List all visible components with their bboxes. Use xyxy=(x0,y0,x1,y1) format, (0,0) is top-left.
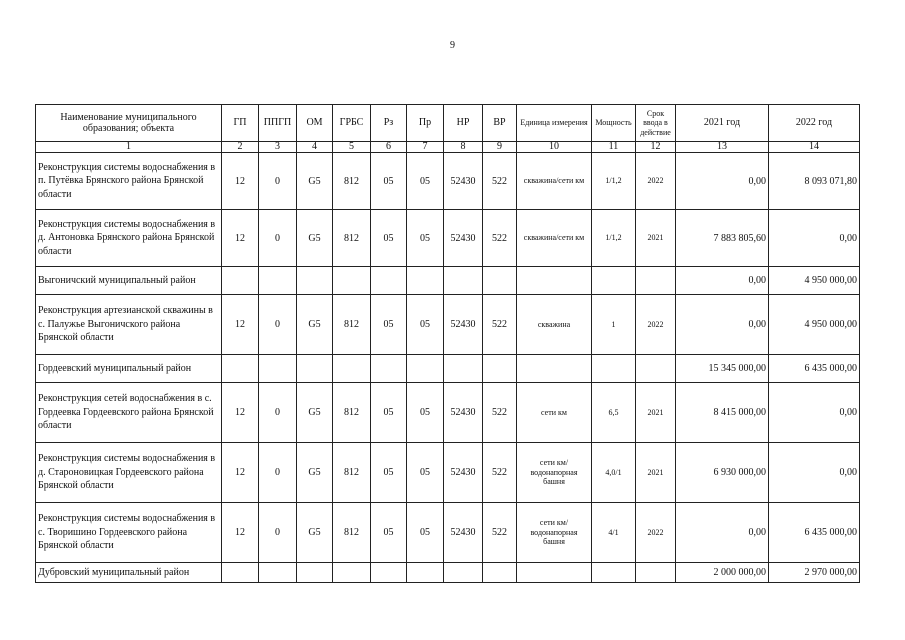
cell-rz: 05 xyxy=(371,443,407,503)
cell-year: 2022 xyxy=(636,153,676,210)
cell-2022: 0,00 xyxy=(769,383,860,443)
cell-vr: 522 xyxy=(483,210,517,267)
cell-power: 4/1 xyxy=(592,503,636,563)
cell-ppgp xyxy=(259,267,297,295)
cell-rz xyxy=(371,355,407,383)
cell-grbs: 812 xyxy=(333,153,371,210)
col-number: 3 xyxy=(259,142,297,153)
cell-nr xyxy=(444,267,483,295)
cell-grbs xyxy=(333,267,371,295)
col-number: 9 xyxy=(483,142,517,153)
col-number: 7 xyxy=(407,142,444,153)
cell-2021: 8 415 000,00 xyxy=(676,383,769,443)
cell-vr: 522 xyxy=(483,383,517,443)
cell-grbs: 812 xyxy=(333,295,371,355)
cell-vr: 522 xyxy=(483,153,517,210)
cell-ppgp xyxy=(259,563,297,583)
col-number: 13 xyxy=(676,142,769,153)
cell-ppgp: 0 xyxy=(259,210,297,267)
cell-unit: скважина/сети км xyxy=(517,210,592,267)
cell-unit: скважина xyxy=(517,295,592,355)
col-number: 11 xyxy=(592,142,636,153)
cell-gp xyxy=(222,355,259,383)
header-om: ОМ xyxy=(297,105,333,142)
cell-grbs: 812 xyxy=(333,383,371,443)
cell-vr xyxy=(483,355,517,383)
cell-rz: 05 xyxy=(371,153,407,210)
cell-year: 2021 xyxy=(636,443,676,503)
cell-gp: 12 xyxy=(222,383,259,443)
cell-grbs xyxy=(333,355,371,383)
cell-2021: 6 930 000,00 xyxy=(676,443,769,503)
cell-ppgp xyxy=(259,355,297,383)
table-row xyxy=(36,383,860,443)
cell-om: G5 xyxy=(297,295,333,355)
cell-gp xyxy=(222,563,259,583)
cell-year: 2021 xyxy=(636,210,676,267)
cell-rz xyxy=(371,267,407,295)
cell-vr: 522 xyxy=(483,503,517,563)
col-number: 8 xyxy=(444,142,483,153)
row-name: Реконструкция системы водоснабжения в с. Творишино Гордеевского района Брянской области xyxy=(36,503,222,563)
cell-2021: 0,00 xyxy=(676,153,769,210)
cell-om xyxy=(297,563,333,583)
cell-rz: 05 xyxy=(371,295,407,355)
cell-2021: 15 345 000,00 xyxy=(676,355,769,383)
header-term: Срок ввода в действие xyxy=(636,105,676,142)
cell-2021: 0,00 xyxy=(676,295,769,355)
column-number-row xyxy=(36,142,860,153)
header-gp: ГП xyxy=(222,105,259,142)
cell-gp: 12 xyxy=(222,153,259,210)
cell-year xyxy=(636,267,676,295)
cell-2022: 8 093 071,80 xyxy=(769,153,860,210)
col-number: 5 xyxy=(333,142,371,153)
cell-ppgp: 0 xyxy=(259,153,297,210)
cell-nr: 52430 xyxy=(444,503,483,563)
col-number: 12 xyxy=(636,142,676,153)
cell-year xyxy=(636,563,676,583)
cell-gp: 12 xyxy=(222,210,259,267)
cell-nr: 52430 xyxy=(444,443,483,503)
row-name: Реконструкция системы водоснабжения в д. Антоновка Брянского района Брянской области xyxy=(36,210,222,267)
cell-rz: 05 xyxy=(371,503,407,563)
cell-power: 1/1,2 xyxy=(592,153,636,210)
cell-om: G5 xyxy=(297,153,333,210)
cell-ppgp: 0 xyxy=(259,383,297,443)
cell-pr: 05 xyxy=(407,210,444,267)
cell-rz: 05 xyxy=(371,210,407,267)
header-2021: 2021 год xyxy=(676,105,769,142)
cell-grbs: 812 xyxy=(333,443,371,503)
cell-year: 2022 xyxy=(636,295,676,355)
cell-om: G5 xyxy=(297,503,333,563)
row-name: Реконструкция системы водоснабжения в п. Путёвка Брянского района Брянской области xyxy=(36,153,222,210)
row-name: Дубровский муниципальный район xyxy=(36,563,222,583)
cell-vr: 522 xyxy=(483,443,517,503)
page-number: 9 xyxy=(450,40,455,51)
cell-pr: 05 xyxy=(407,153,444,210)
cell-2022: 2 970 000,00 xyxy=(769,563,860,583)
header-2022: 2022 год xyxy=(769,105,860,142)
cell-vr: 522 xyxy=(483,295,517,355)
table-row xyxy=(36,355,860,383)
row-name: Выгоничский муниципальный район xyxy=(36,267,222,295)
header-grbs: ГРБС xyxy=(333,105,371,142)
budget-table xyxy=(35,104,860,583)
cell-power xyxy=(592,267,636,295)
row-name: Гордеевский муниципальный район xyxy=(36,355,222,383)
cell-unit: скважина/сети км xyxy=(517,153,592,210)
cell-power: 1/1,2 xyxy=(592,210,636,267)
col-number: 6 xyxy=(371,142,407,153)
cell-grbs: 812 xyxy=(333,210,371,267)
cell-2022: 4 950 000,00 xyxy=(769,295,860,355)
cell-unit: сети км/водонапорная башня xyxy=(517,443,592,503)
cell-om: G5 xyxy=(297,443,333,503)
cell-power xyxy=(592,563,636,583)
table-row xyxy=(36,295,860,355)
col-number: 10 xyxy=(517,142,592,153)
cell-unit: сети км xyxy=(517,383,592,443)
table-row xyxy=(36,563,860,583)
cell-2022: 6 435 000,00 xyxy=(769,355,860,383)
cell-pr: 05 xyxy=(407,443,444,503)
cell-om: G5 xyxy=(297,383,333,443)
cell-nr: 52430 xyxy=(444,295,483,355)
cell-2022: 0,00 xyxy=(769,210,860,267)
cell-year: 2021 xyxy=(636,383,676,443)
cell-unit xyxy=(517,355,592,383)
cell-unit xyxy=(517,267,592,295)
cell-om xyxy=(297,355,333,383)
cell-2021: 0,00 xyxy=(676,267,769,295)
cell-ppgp: 0 xyxy=(259,295,297,355)
cell-pr xyxy=(407,563,444,583)
cell-gp: 12 xyxy=(222,295,259,355)
header-name: Наименование муниципального образования; объекта xyxy=(36,105,222,142)
row-name: Реконструкция системы водоснабжения в д. Староновицкая Гордеевского района Брянской области xyxy=(36,443,222,503)
col-number: 2 xyxy=(222,142,259,153)
cell-gp: 12 xyxy=(222,443,259,503)
cell-vr xyxy=(483,563,517,583)
table-row xyxy=(36,267,860,295)
cell-2022: 4 950 000,00 xyxy=(769,267,860,295)
table-row xyxy=(36,443,860,503)
table-row xyxy=(36,503,860,563)
header-power: Мощность xyxy=(592,105,636,142)
header-vr: ВР xyxy=(483,105,517,142)
header-ppgp: ППГП xyxy=(259,105,297,142)
cell-ppgp: 0 xyxy=(259,443,297,503)
cell-unit: сети км/водонапорная башня xyxy=(517,503,592,563)
header-row xyxy=(36,105,860,142)
cell-power: 4,0/1 xyxy=(592,443,636,503)
cell-2022: 6 435 000,00 xyxy=(769,503,860,563)
cell-nr: 52430 xyxy=(444,210,483,267)
cell-pr: 05 xyxy=(407,503,444,563)
header-unit: Единица измерения xyxy=(517,105,592,142)
cell-2022: 0,00 xyxy=(769,443,860,503)
cell-rz: 05 xyxy=(371,383,407,443)
cell-power xyxy=(592,355,636,383)
cell-power: 1 xyxy=(592,295,636,355)
cell-nr: 52430 xyxy=(444,153,483,210)
cell-pr xyxy=(407,355,444,383)
col-number: 1 xyxy=(36,142,222,153)
cell-2021: 2 000 000,00 xyxy=(676,563,769,583)
cell-om xyxy=(297,267,333,295)
cell-pr xyxy=(407,267,444,295)
cell-ppgp: 0 xyxy=(259,503,297,563)
cell-nr: 52430 xyxy=(444,383,483,443)
cell-om: G5 xyxy=(297,210,333,267)
cell-2021: 7 883 805,60 xyxy=(676,210,769,267)
cell-vr xyxy=(483,267,517,295)
cell-power: 6,5 xyxy=(592,383,636,443)
cell-gp: 12 xyxy=(222,503,259,563)
cell-pr: 05 xyxy=(407,383,444,443)
row-name: Реконструкция сетей водоснабжения в с. Гордеевка Гордеевского района Брянской области xyxy=(36,383,222,443)
cell-year xyxy=(636,355,676,383)
cell-2021: 0,00 xyxy=(676,503,769,563)
col-number: 14 xyxy=(769,142,860,153)
table-row xyxy=(36,153,860,210)
cell-grbs xyxy=(333,563,371,583)
cell-unit xyxy=(517,563,592,583)
cell-nr xyxy=(444,355,483,383)
cell-grbs: 812 xyxy=(333,503,371,563)
cell-rz xyxy=(371,563,407,583)
header-nr: НР xyxy=(444,105,483,142)
cell-nr xyxy=(444,563,483,583)
col-number: 4 xyxy=(297,142,333,153)
table-row xyxy=(36,210,860,267)
header-pr: Пр xyxy=(407,105,444,142)
cell-gp xyxy=(222,267,259,295)
header-rz: Рз xyxy=(371,105,407,142)
cell-pr: 05 xyxy=(407,295,444,355)
cell-year: 2022 xyxy=(636,503,676,563)
row-name: Реконструкция артезианской скважины в с. Палужье Выгоничского района Брянской области xyxy=(36,295,222,355)
